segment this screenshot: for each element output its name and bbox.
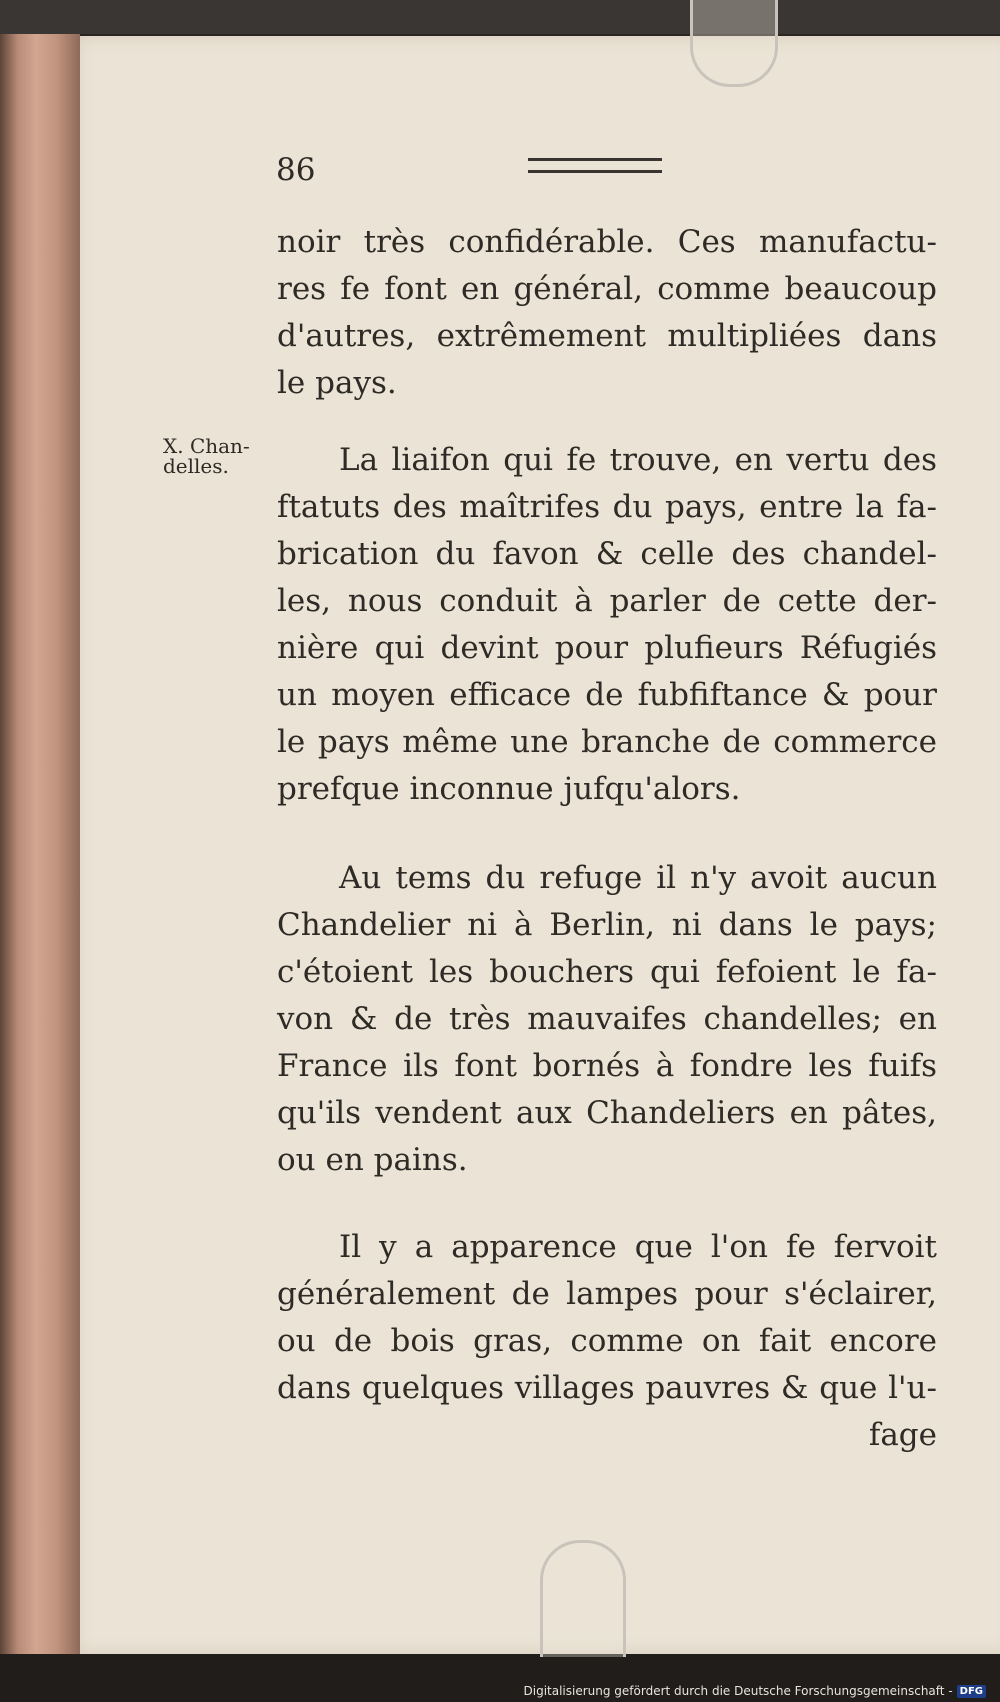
- text-line: c'étoient les bouchers qui fefoient le fa-: [277, 954, 937, 990]
- paragraph-3: [277, 855, 937, 1184]
- text-line: noir très confidérable. Ces manufactu-: [277, 224, 937, 260]
- page-clip-bottom: [540, 1540, 626, 1657]
- text-line: Chandelier ni à Berlin, ni dans le pays;: [277, 907, 937, 943]
- catchword: fage: [868, 1417, 937, 1453]
- paragraph-1: [277, 219, 937, 407]
- text-line: les, nous conduit à parler de cette der-: [277, 583, 937, 619]
- text-line: ou en pains.: [277, 1142, 468, 1178]
- text-line: le pays même une branche de commerce: [277, 724, 937, 760]
- text-line: d'autres, extrêmement multipliées dans: [277, 318, 937, 354]
- text-line: un moyen efficace de fubfiftance & pour: [277, 677, 937, 713]
- text-line: généralement de lampes pour s'éclairer,: [277, 1276, 937, 1312]
- text-line: prefque inconnue jufqu'alors.: [277, 771, 741, 807]
- text-line: von & de très mauvaifes chandelles; en: [277, 1001, 937, 1037]
- margin-note-line: X. Chan-: [163, 434, 250, 458]
- header-ornament-rule: [528, 158, 662, 173]
- text-line: qu'ils vendent aux Chandeliers en pâtes,: [277, 1095, 937, 1131]
- text-line: nière qui devint pour plufieurs Réfugiés: [277, 630, 937, 666]
- dfg-logo: DFG: [957, 1685, 986, 1698]
- text-line: ou de bois gras, comme on fait encore: [277, 1323, 937, 1359]
- text-line: La liaifon qui fe trouve, en vertu des: [339, 442, 937, 478]
- text-line: ftatuts des maîtrifes du pays, entre la fa-: [277, 489, 937, 525]
- page-number: 86: [276, 152, 316, 188]
- text-line: brication du favon & celle des chandel-: [277, 536, 937, 572]
- margin-note-line: delles.: [163, 454, 229, 478]
- text-line: dans quelques villages pauvres & que l'u-: [277, 1370, 937, 1406]
- book-spine-edge: [0, 34, 80, 1654]
- paragraph-4: [277, 1224, 937, 1459]
- text-line: le pays.: [277, 365, 397, 401]
- text-line: France ils font bornés à fondre les fuifs: [277, 1048, 937, 1084]
- credit-text: Digitalisierung gefördert durch die Deutsche Forschungsgemeinschaft -: [523, 1684, 953, 1698]
- margin-note: [163, 436, 263, 476]
- paragraph-2: [277, 437, 937, 813]
- scan-top-edge: [0, 0, 1000, 34]
- text-line: Il y a apparence que l'on fe fervoit: [339, 1229, 937, 1265]
- text-line: Au tems du refuge il n'y avoit aucun: [339, 860, 937, 896]
- digitization-credit: [524, 1684, 987, 1698]
- text-line: res fe font en général, comme beaucoup: [277, 271, 937, 307]
- page-clip-top: [690, 0, 778, 87]
